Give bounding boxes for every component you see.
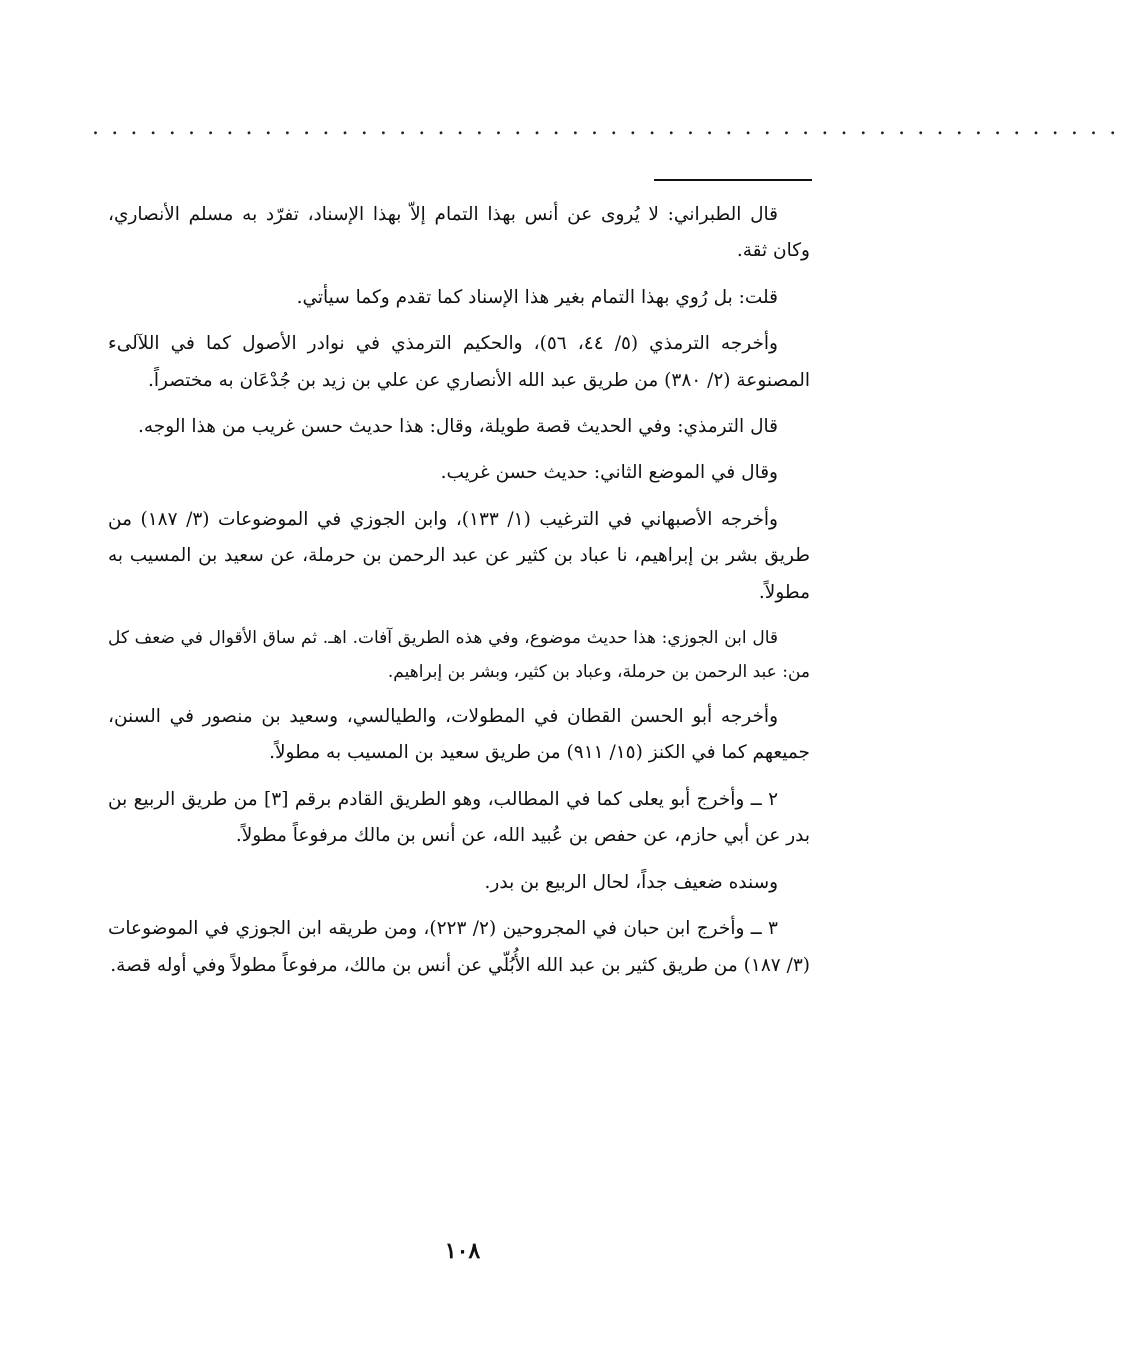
- paragraph-mawdi-thani: وقال في الموضع الثاني: حديث حسن غريب.: [440, 462, 778, 484]
- paragraph-qattan: وأخرجه أبو الحسن القطان في المطولات، والطيالسي، وسعيد بن منصور في السنن، جميعهم كما في الكنز (١٥/ ٩١١) من طريق سعيد بن المسيب به مطولاً.: [108, 706, 810, 764]
- paragraph-sanad-daif: وسنده ضعيف جداً، لحال الربيع بن بدر.: [484, 871, 778, 893]
- page-number: ١٠٨: [444, 1238, 481, 1264]
- paragraph-asbahani: وأخرجه الأصبهاني في الترغيب (١/ ١٣٣)، وابن الجوزي في الموضوعات (٣/ ١٨٧) من طريق بشر بن إبراهيم، نا عباد بن كثير عن عبد الرحمن بن حرملة، عن سعيد بن المسيب به مطولاً.: [108, 508, 810, 603]
- paragraph-tirmidhi-takhrij: وأخرجه الترمذي (٥/ ٤٤، ٥٦)، والحكيم الترمذي في نوادر الأصول كما في اللآلىء المصنوعة (٢/ ٣٨٠) من طريق عبد الله الأنصاري عن علي بن زيد بن جُدْعَان به مختصراً.: [108, 333, 810, 391]
- paragraph-ibn-jawzi: قال ابن الجوزي: هذا حديث موضوع، وفي هذه الطريق آفات. اهـ. ثم ساق الأقوال في ضعف كل من: عبد الرحمن بن حرملة، وعباد بن كثير، وبشر بن إبراهيم.: [108, 628, 810, 683]
- dotted-header-rule: ......................................................: [92, 115, 1128, 140]
- paragraph-abu-yala: ٢ ــ وأخرج أبو يعلى كما في المطالب، وهو الطريق القادم برقم [٣] من طريق الربيع بن بدر عن أبي حازم، عن حفص بن عُبيد الله، عن أنس بن مالك مرفوعاً مطولاً.: [108, 788, 810, 847]
- footnote-text: [108, 197, 810, 994]
- paragraph-tabarani: قال الطبراني: لا يُروى عن أنس بهذا التمام إلاّ بهذا الإسناد، تفرّد به مسلم الأنصاري، وكان ثقة.: [108, 204, 810, 262]
- paragraph-tirmidhi-qawl: قال الترمذي: وفي الحديث قصة طويلة، وقال: هذا حديث حسن غريب من هذا الوجه.: [137, 416, 778, 438]
- paragraph-qultu: قلت: بل رُوي بهذا التمام بغير هذا الإسناد كما تقدم وكما سيأتي.: [296, 286, 778, 308]
- footnote-separator: [654, 179, 812, 181]
- paragraph-ibn-hibban: ٣ ــ وأخرج ابن حبان في المجروحين (٢/ ٢٢٣)، ومن طريقه ابن الجوزي في الموضوعات (٣/ ١٨٧) من طريق كثير بن عبد الله الأُبُلّي عن أنس بن مالك، مرفوعاً مطولاً وفي أوله قصة.: [108, 918, 810, 976]
